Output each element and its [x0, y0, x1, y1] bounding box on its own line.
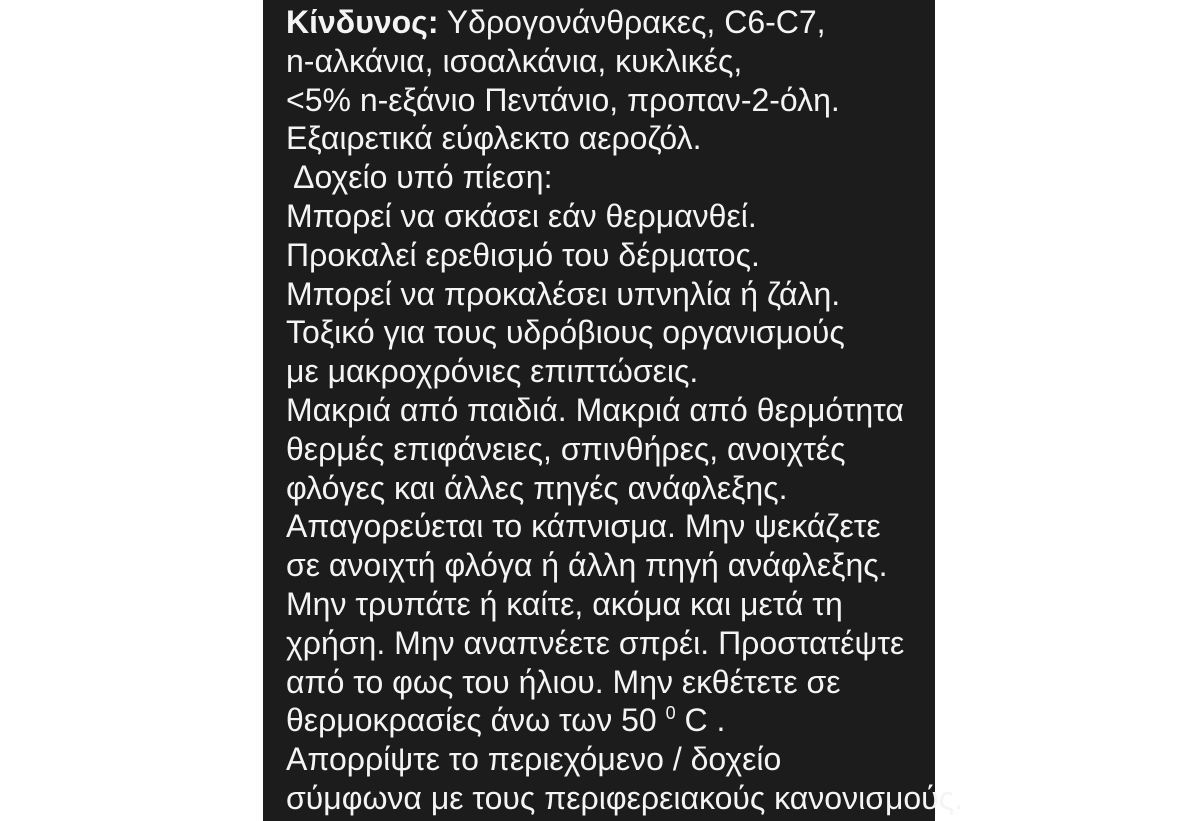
- temperature-unit: C .: [675, 702, 726, 739]
- disposal-line: Απορρίψτε το περιεχόμενο / δοχείο: [286, 741, 782, 778]
- hazard-heading: Κίνδυνος:: [286, 4, 439, 40]
- hazard-label-panel: [263, 0, 963, 821]
- label-line: Εξαιρετικά εύφλεκτο αεροζόλ.: [286, 120, 702, 157]
- degree-superscript: 0: [665, 703, 676, 724]
- label-line: <5% n-εξάνιο Πεντάνιο, προπαν-2-όλη.: [286, 81, 840, 118]
- label-line: Προκαλεί ερεθισμό του δέρματος.: [286, 236, 760, 273]
- hazard-substances: Υδρογονάνθρακες, C6-C7,: [438, 4, 826, 40]
- label-line: θερμές επιφάνειες, σπινθήρες, ανοιχτές: [286, 430, 846, 467]
- label-line: από το φως του ήλιου. Μην εκθέτετε σε: [286, 663, 841, 700]
- label-line: σε ανοιχτή φλόγα ή άλλη πηγή ανάφλεξης.: [286, 547, 888, 584]
- hazard-heading-line: [286, 3, 935, 42]
- label-line: χρήση. Μην αναπνέετε σπρέι. Προστατέψτε: [286, 624, 905, 661]
- temperature-text: θερμοκρασίες άνω των 50: [286, 702, 666, 739]
- label-line: Μπορεί να σκάσει εάν θερμανθεί.: [286, 197, 757, 234]
- label-line: n-αλκάνια, ισοαλκάνια, κυκλικές,: [286, 42, 743, 79]
- label-line: Απαγορεύεται το κάπνισμα. Μην ψεκάζετε: [286, 508, 881, 545]
- label-line: Μακριά από παιδιά. Μακριά από θερμότητα: [286, 391, 904, 428]
- temperature-line: [286, 701, 935, 740]
- disposal-line: σύμφωνα με τους περιφερειακούς κανονισμούς.: [286, 779, 963, 816]
- label-line: Δοχείο υπό πίεση:: [286, 159, 553, 196]
- label-line: Μπορεί να προκαλέσει υπνηλία ή ζάλη.: [286, 275, 841, 312]
- label-line: φλόγες και άλλες πηγές ανάφλεξης.: [286, 469, 788, 506]
- label-line: Τοξικό για τους υδρόβιους οργανισμούς: [286, 314, 845, 351]
- label-line: με μακροχρόνιες επιπτώσεις.: [286, 353, 699, 390]
- label-line: Μην τρυπάτε ή καίτε, ακόμα και μετά τη: [286, 585, 843, 622]
